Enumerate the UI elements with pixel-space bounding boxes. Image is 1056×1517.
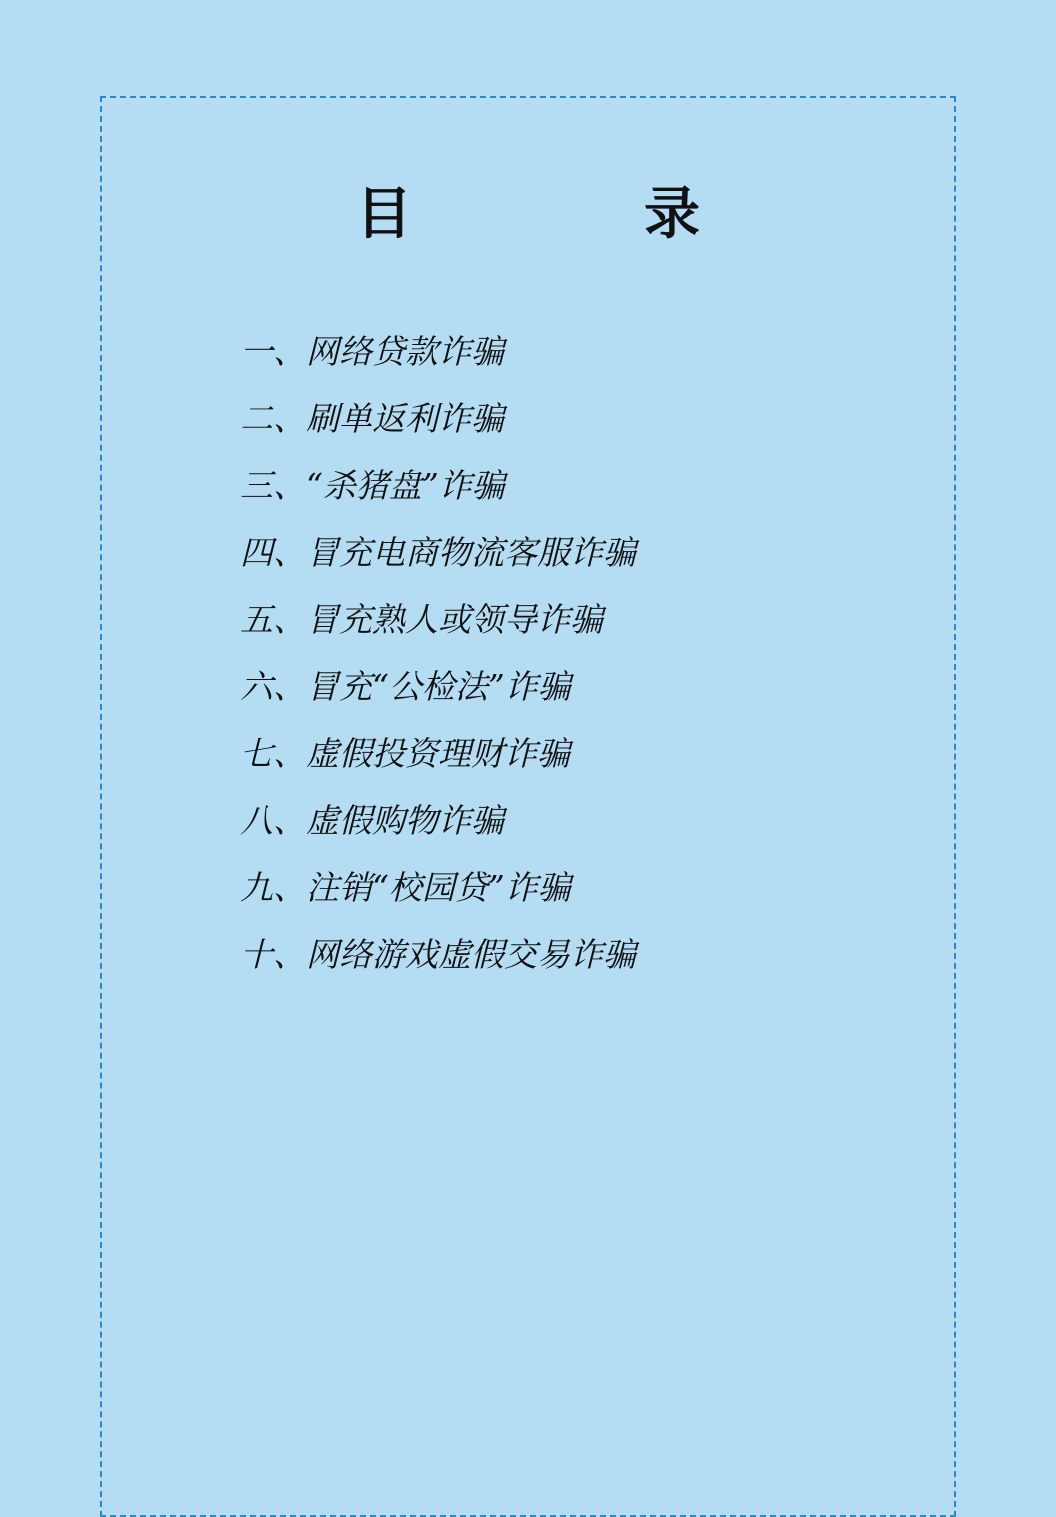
toc-entry: 十、网络游戏虚假交易诈骗 <box>240 935 636 974</box>
toc-entry: 三、“杀猪盘”诈骗 <box>240 466 505 505</box>
toc-entry: 九、注销“校园贷”诈骗 <box>240 868 571 907</box>
toc-entry: 一、网络贷款诈骗 <box>240 332 504 371</box>
toc-entry: 七、虚假投资理财诈骗 <box>240 734 570 773</box>
table-of-contents <box>240 318 940 988</box>
toc-entry: 二、刷单返利诈骗 <box>240 399 504 438</box>
page-title: 目 录 <box>356 181 740 247</box>
toc-entry: 四、冒充电商物流客服诈骗 <box>240 533 636 572</box>
toc-entry: 六、冒充“公检法”诈骗 <box>240 667 571 706</box>
toc-entry: 八、虚假购物诈骗 <box>240 801 504 840</box>
toc-entry: 五、冒充熟人或领导诈骗 <box>240 600 603 639</box>
